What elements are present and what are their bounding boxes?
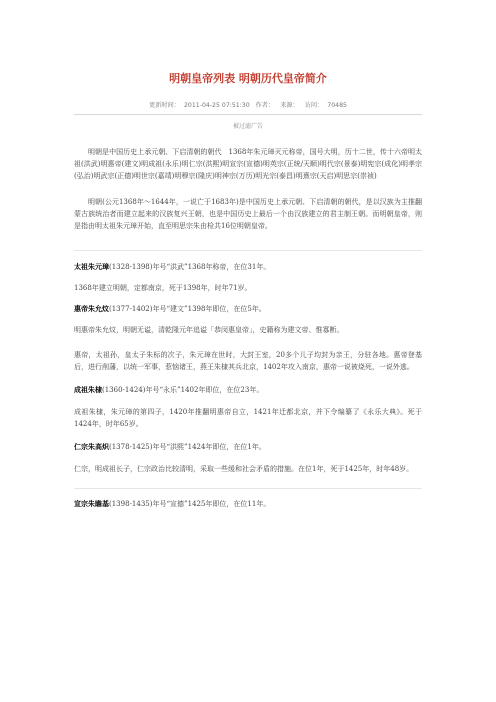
emperor-heading [74,303,422,315]
emperor-heading [74,384,422,396]
article-title: 明朝皇帝列表 明朝历代皇帝简介 [169,72,327,85]
emperor-heading-detail: (1377-1402)年号“建文”1398年即位，在位5年。 [109,305,266,314]
emperor-heading [74,441,422,453]
emperor-heading [74,498,422,510]
emperor-heading-detail: (1378-1425)年号“洪熙”1424年即位，在位1年。 [109,443,266,452]
emperor-paragraph: 1368年建立明朝，定都南京，死于1398年，时年71岁。 [74,284,252,293]
emperor-name: 仁宗朱高炽 [74,443,109,452]
emperor-paragraph: 仁宗，明成祖长子，仁宗政治比较清明，采取一些缓和社会矛盾的措施。在位1年，死于1425年，时年48岁。 [74,465,414,474]
intro-paragraph-2: 明朝(公元1368年～1644年，一说亡于1683年)是中国历史上承元朝、下启清朝的朝代，是以汉族为主推翻蒙古族统治者而建立起来的汉族复兴王朝，也是中国历史上最后一个由汉族建立的君主制王朝。而明朝皇帝，则是指由明太祖朱元璋开始，直至明思宗朱由检共16位明朝皇帝。 [74,197,422,231]
views-label: 访问： [304,102,324,109]
emperor-heading-detail: (1360-1424)年号“永乐”1402年即位，在位23年。 [102,386,264,395]
update-time: 2011-04-25 07:51:30 [183,102,250,109]
emperor-name: 太祖朱元璋 [74,263,109,272]
ad-filtered-notice: 被过滤广告 [232,123,263,130]
section-divider [74,488,422,489]
update-time-label: 更新时间： [149,102,180,109]
emperor-heading-detail: (1328-1398)年号“洪武”1368年称帝，在位31年。 [109,263,271,272]
intro-paragraph-1: 明朝是中国历史上承元朝、下启清朝的朝代 1368年朱元璋灭元称帝，国号大明，历十二世，传十六帝明太祖(洪武)明惠帝(建文)明成祖(永乐)明仁宗(洪熙)明宣宗(宣德)明英宗(正统/天顺)明代宗(景泰)明宪宗(成化)明孝宗(弘治)明武宗(正德)明世宗(嘉靖)明穆宗(隆庆)明神宗(万历)明光宗(泰昌)明熹宗(天启)明思宗(崇祯) [74,148,422,181]
emperor-name: 惠帝朱允炆 [74,305,109,314]
emperor-name: 宣宗朱瞻基 [74,499,109,508]
article-meta [74,100,422,115]
emperor-paragraph: 成祖朱棣，朱元璋的第四子，1420年推翻明惠帝自立，1421年迁都北京，并下令编纂了《永乐大典》。死于1424年，时年65岁。 [74,408,422,429]
emperor-name: 成祖朱棣 [74,386,102,395]
section-divider [74,250,422,251]
source-label: 来源： [280,102,299,109]
author-label: 作者： [255,102,275,109]
views-count: 70485 [327,102,347,109]
emperor-heading-detail: (1398-1435)年号“宣德”1425年即位，在位11年。 [109,499,271,508]
emperor-paragraph: 明惠帝朱允炆，明朝无谥，清乾隆元年追谥「恭闵惠皇帝」，史籍称为建文帝、惟寡断。 [74,326,344,335]
emperor-paragraph: 惠帝，太祖孙，皇太子朱标的次子，朱元璋在世时，大封王室，20多个儿子均封为亲王，分驻各地。惠帝登基后，进行削藩，以统一军事，惹恼诸王，燕王朱棣其兵北京，1402年攻入南京，惠帝一说被烧死，一说外逃。 [74,350,422,371]
emperor-heading [74,261,422,273]
